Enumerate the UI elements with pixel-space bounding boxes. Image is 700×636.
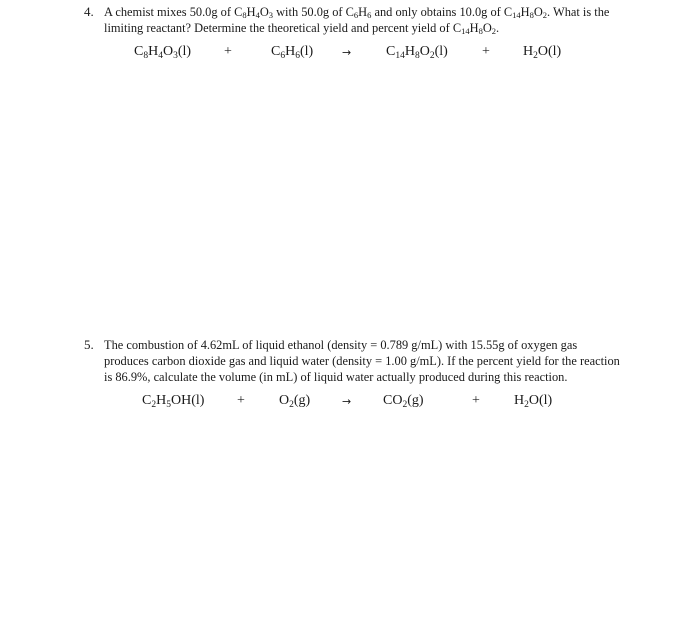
problem-text: A chemist mixes 50.0g of $C_8H_4O_3$ with 50.0g of $C_6H_6$ and only obtains 10.0g of $C_{14}H_8O_2$. What is the limiting reactant? Determine the theoretical yield and percent yield of $C_{14}H_8O_2$. [104, 5, 610, 36]
plus-sign: + [482, 44, 490, 59]
problem-number: 4. [84, 4, 94, 19]
product-1: $CO_2(g)$ [383, 393, 424, 410]
reactant-1: $C_2H_5OH(l)$ [142, 393, 205, 410]
reactant-2: $O_2(g)$ [279, 393, 311, 410]
problem-text: The combustion of 4.62mL of liquid ethanol (density = 0.789 g/mL) with 15.55g of oxygen gas produces carbon dioxide gas and liquid water (density = 1.00 g/mL). If the percent yield for the reaction is 86.9%, calculate the volume (in mL) of liquid water actually produced during this reaction. [104, 338, 620, 384]
product-2: $H_2O(l)$ [514, 393, 553, 410]
product-1: $C_{14}H_8O_2(l)$ [386, 44, 448, 61]
problem-number: 5. [84, 337, 94, 352]
plus-sign: + [237, 393, 245, 408]
plus-sign: + [472, 393, 480, 408]
reactant-2: $C_6H_6(l)$ [271, 44, 314, 61]
product-2: $H_2O(l)$ [523, 44, 562, 61]
reactant-1: $C_8H_4O_3(l)$ [134, 44, 192, 61]
reaction-arrow: → [342, 395, 352, 408]
plus-sign: + [224, 44, 232, 59]
reaction-arrow: → [342, 46, 352, 59]
chemical-equation [0, 393, 700, 413]
chemical-equation [0, 44, 700, 64]
